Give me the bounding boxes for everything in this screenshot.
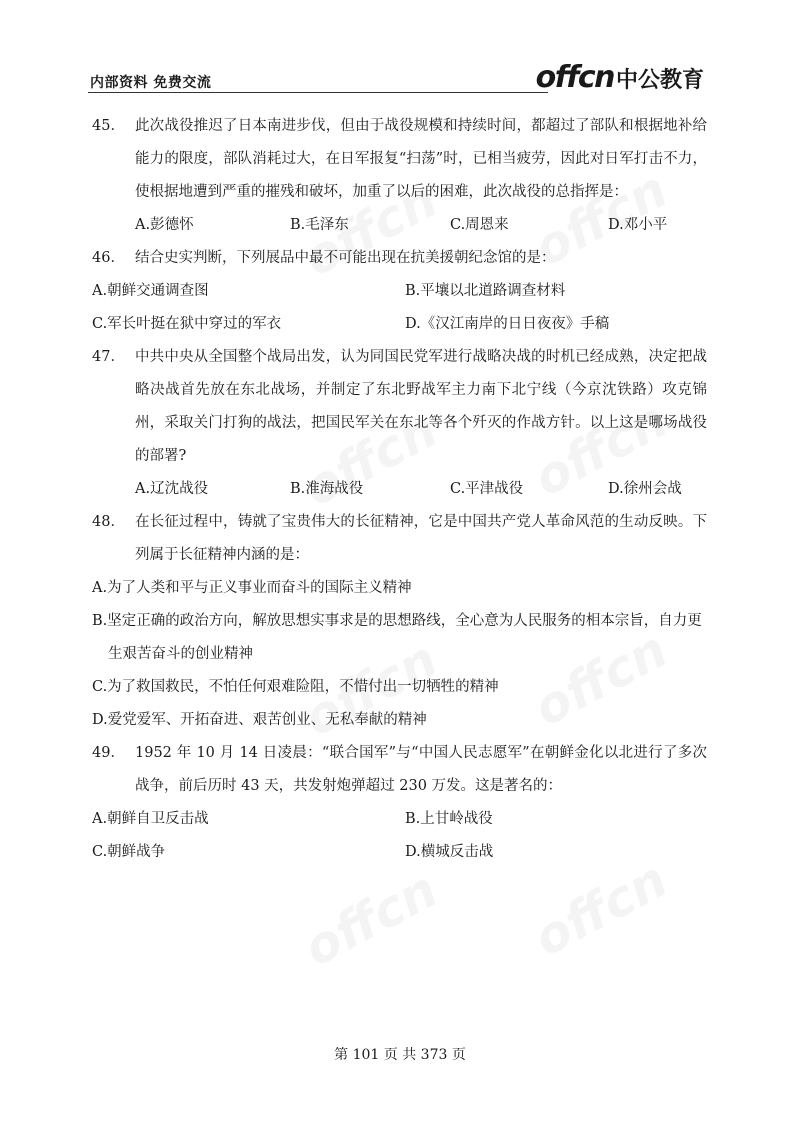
question-49 [92,737,707,869]
question-47 [92,341,707,506]
question-number: 49． [92,745,125,761]
offcn-logo [536,60,704,95]
options [92,209,707,242]
option-a: A.朝鲜交通调查图 [92,283,209,299]
question-stem: 在长征过程中，铸就了宝贵伟大的长征精神，它是中国共产党人革命风范的生动反映。下列属于长征精神内涵的是： [135,514,707,563]
option-d: D.徐州会战 [608,481,682,497]
options [92,572,707,737]
option-d: D.爱党爱军、开拓奋进、艰苦创业、无私奉献的精神 [92,712,427,728]
question-stem: 此次战役推迟了日本南进步伐，但由于战役规模和持续时间，都超过了部队和根据地补给能力的限度，部队消耗过大，在日军报复“扫荡”时，已相当疲劳，因此对日军打击不力，使根据地遭到严重的摧残和破坏，加重了以后的困难，此次战役的总指挥是： [135,118,707,200]
question-stem: 1952 年 10 月 14 日凌晨：“联合国军”与“中国人民志愿军”在朝鲜金化以北进行了多次战争，前后历时 43 天，共发射炮弹超过 230 万发。这是著名的： [135,745,707,794]
option-d: D.《汉江南岸的日日夜夜》手稿 [405,316,610,332]
option-b: B.平壤以北道路调查材料 [405,283,566,299]
question-48 [92,506,707,737]
question-46 [92,242,707,341]
option-c: C.平津战役 [450,481,524,497]
question-number: 48． [92,514,125,530]
question-45 [92,110,707,242]
option-a: A.朝鲜自卫反击战 [92,811,209,827]
option-b: B.淮海战役 [290,481,364,497]
option-b: B.坚定正确的政治方向，解放思想实事求是的思想路线，全心意为人民服务的相本宗旨，自力更生艰苦奋斗的创业精神 [92,613,702,662]
option-d: D.横城反击战 [405,844,494,860]
question-stem: 结合史实判断，下列展品中最不可能出现在抗美援朝纪念馆的是： [135,250,556,266]
watermark [295,860,447,978]
question-number: 47． [92,349,125,365]
option-c: C.周恩来 [450,217,509,233]
option-b: B.上甘岭战役 [405,811,493,827]
question-number: 46． [92,250,125,266]
options [92,275,707,341]
page-header [88,62,704,94]
option-d: D.邓小平 [608,217,668,233]
option-c: C.朝鲜战争 [92,844,166,860]
question-list [92,110,707,869]
option-a: A.彭德怀 [135,217,194,233]
question-stem: 中共中央从全国整个战局出发，认为同国民党军进行战略决战的时机已经成熟，决定把战略决战首先放在东北战场，并制定了东北野战军主力南下北宁线（今京沈铁路）攻克锦州，采取关门打狗的战法，把国民军关在东北等各个歼灭的作战方针。以上这是哪场战役的部署? [135,349,707,464]
option-b: B.毛泽东 [290,217,349,233]
logo-latin-text: offcn [535,60,614,95]
option-a: A.辽沈战役 [135,481,209,497]
header-rule [88,92,548,93]
options [92,803,707,869]
option-c: C.为了救国救民，不怕任何艰难险阻，不惜付出一切牺牲的精神 [92,679,499,695]
logo-chinese-text: 中公教育 [615,68,704,93]
options [92,473,707,506]
option-c: C.军长叶挺在狱中穿过的军衣 [92,316,282,332]
question-number: 45． [92,118,125,134]
page-number: 第 101 页 共 373 页 [334,1047,466,1063]
header-label: 内部资料 免费交流 [90,75,212,91]
option-a: A.为了人类和平与正义事业而奋斗的国际主义精神 [92,580,412,596]
